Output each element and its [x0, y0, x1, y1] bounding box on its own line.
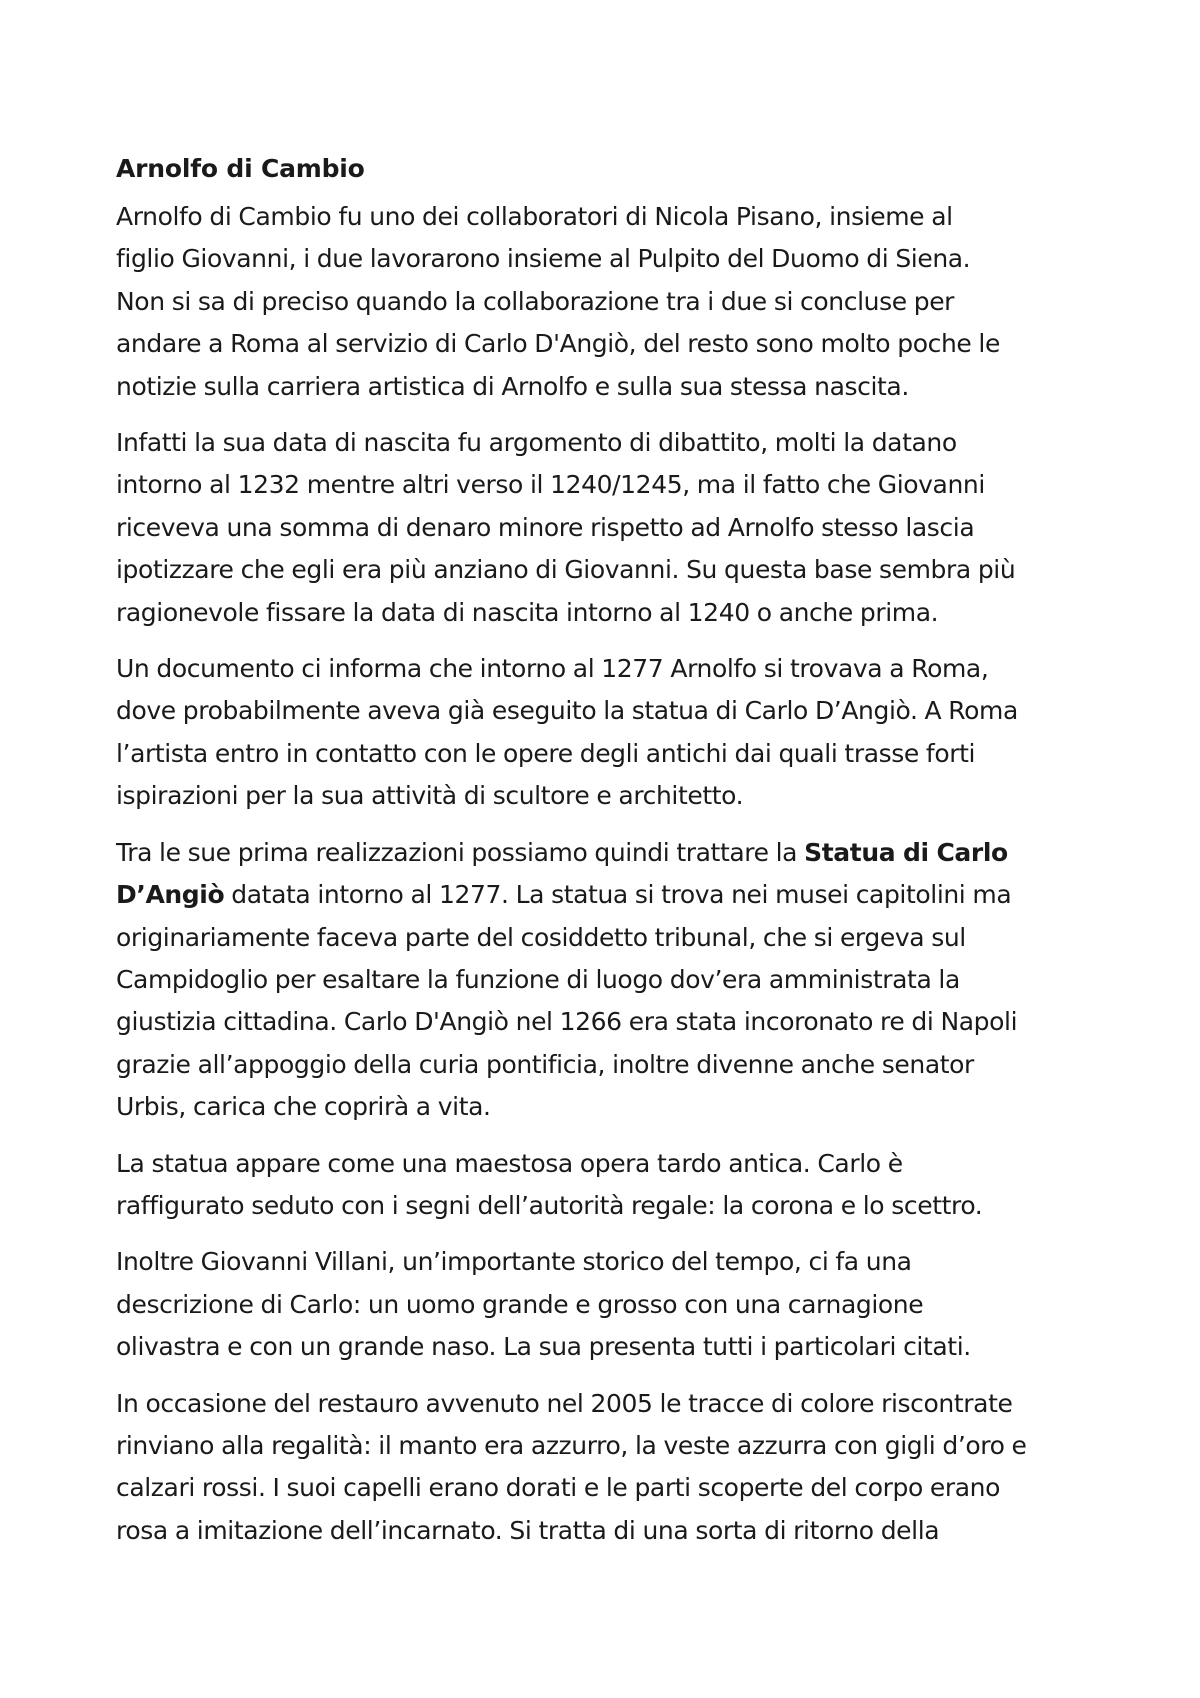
paragraph-1: [116, 196, 1116, 408]
text-line: Non si sa di preciso quando la collaborazione tra i due si concluse per: [116, 286, 955, 316]
text-line: calzari rossi. I suoi capelli erano dorati e le parti scoperte del corpo erano: [116, 1473, 1001, 1503]
text-line: La statua appare come una maestosa opera tardo antica. Carlo è: [116, 1148, 903, 1178]
paragraph-4: [116, 832, 1116, 1129]
text-line: grazie all’appoggio della curia pontificia, inoltre divenne anche senator: [116, 1049, 974, 1079]
text-line: ispirazioni per la sua attività di scultore e architetto.: [116, 781, 744, 811]
paragraph-2: [116, 422, 1116, 634]
text-line: [116, 832, 1116, 874]
text-line: ipotizzare che egli era più anziano di Giovanni. Su questa base sembra più: [116, 555, 1016, 585]
text-line: raffigurato seduto con i segni dell’autorità regale: la corona e lo scettro.: [116, 1190, 983, 1220]
text-line: Urbis, carica che coprirà a vita.: [116, 1092, 491, 1122]
text-line: In occasione del restauro avvenuto nel 2005 le tracce di colore riscontrate: [116, 1388, 1013, 1418]
text-line: ragionevole fissare la data di nascita intorno al 1240 o anche prima.: [116, 597, 939, 627]
text-line: figlio Giovanni, i due lavorarono insieme al Pulpito del Duomo di Siena.: [116, 244, 971, 274]
paragraph-3: [116, 648, 1116, 818]
text-line: descrizione di Carlo: un uomo grande e grosso con una carnagione: [116, 1289, 924, 1319]
bold-text: D’Angiò: [116, 880, 225, 910]
bold-text: Statua di Carlo: [804, 837, 1008, 867]
text-line: rosa a imitazione dell’incarnato. Si tratta di una sorta di ritorno della: [116, 1515, 940, 1545]
text-run: Tra le sue prima realizzazioni possiamo quindi trattare la: [116, 837, 805, 867]
text-line: notizie sulla carriera artistica di Arnolfo e sulla sua stessa nascita.: [116, 371, 909, 401]
text-line: Arnolfo di Cambio fu uno dei collaboratori di Nicola Pisano, insieme al: [116, 202, 953, 231]
text-line: andare a Roma al servizio di Carlo D'Angiò, del resto sono molto poche le: [116, 329, 1000, 359]
paragraph-6: [116, 1241, 1116, 1368]
text-line: [116, 874, 1116, 916]
document-title: Arnolfo di Cambio: [116, 154, 365, 183]
text-line: intorno al 1232 mentre altri verso il 1240/1245, ma il fatto che Giovanni: [116, 470, 985, 500]
text-line: Infatti la sua data di nascita fu argomento di dibattito, molti la datano: [116, 428, 957, 458]
text-line: riceveva una somma di denaro minore rispetto ad Arnolfo stesso lascia: [116, 512, 975, 542]
text-line: l’artista entro in contatto con le opere degli antichi dai quali trasse forti: [116, 738, 976, 768]
text-line: olivastra e con un grande naso. La sua presenta tutti i particolari citati.: [116, 1332, 971, 1362]
document-body: [116, 148, 1116, 1566]
text-line: Un documento ci informa che intorno al 1277 Arnolfo si trovava a Roma,: [116, 654, 989, 684]
text-line: Campidoglio per esaltare la funzione di luogo dov’era amministrata la: [116, 964, 960, 994]
text-run: datata intorno al 1277. La statua si trova nei musei capitolini ma: [224, 880, 1012, 910]
text-line: Inoltre Giovanni Villani, un’importante storico del tempo, ci fa una: [116, 1247, 912, 1277]
paragraph-5: [116, 1143, 1116, 1228]
paragraph-7: [116, 1383, 1116, 1553]
text-line: originariamente faceva parte del cosiddetto tribunal, che si ergeva sul: [116, 922, 966, 952]
text-line: rinviano alla regalità: il manto era azzurro, la veste azzurra con gigli d’oro e: [116, 1430, 1027, 1460]
text-line: giustizia cittadina. Carlo D'Angiò nel 1266 era stata incoronato re di Napoli: [116, 1007, 1018, 1037]
text-line: dove probabilmente aveva già eseguito la statua di Carlo D’Angiò. A Roma: [116, 696, 1018, 726]
